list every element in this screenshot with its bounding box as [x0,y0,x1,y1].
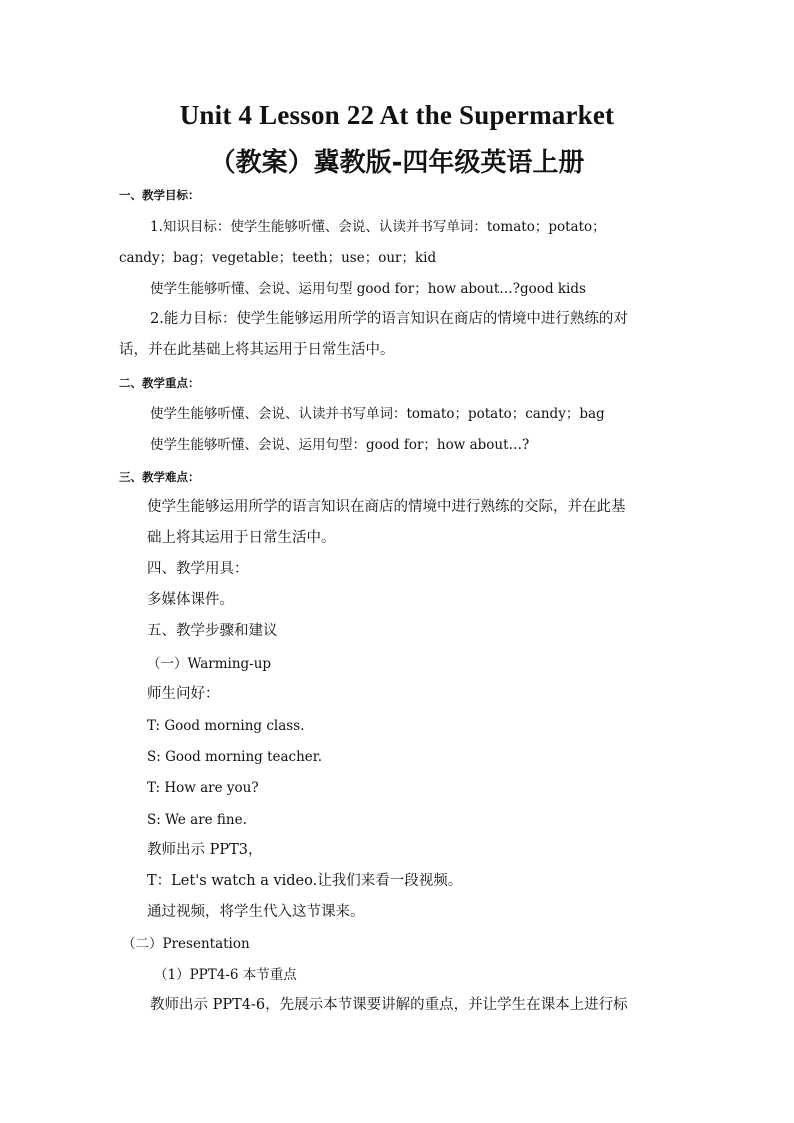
dialogue-line-1: T: Good morning class. [147,718,305,734]
video-text: T：Let's watch a video.让我们来看一段视频。 [147,873,463,889]
intro-text: 通过视频，将学生代入这节课来。 [147,904,365,920]
difficulty-heading: 三、教学难点： [119,470,200,484]
tools-text: 多媒体课件。 [147,592,234,608]
dialogue-line-2: S: Good morning teacher. [147,749,323,765]
difficulty-text-cont: 础上将其运用于日常生活中。 [147,530,336,546]
title-line-2: （教案）冀教版-四年级英语上册 [209,148,585,178]
key-point-sentences: 使学生能够听懂、会说、运用句型：good for；how about…? [150,437,530,453]
difficulty-text: 使学生能够运用所学的语言知识在商店的情境中进行熟练的交际，并在此基 [147,499,626,515]
dialogue-line-3: T: How are you? [147,780,259,796]
key-points-heading: 二、教学重点： [119,376,200,390]
goal-knowledge-cont: candy；bag；vegetable；teeth；use；our；kid [119,250,437,266]
goal-knowledge: 1.知识目标：使学生能够听懂、会说、认读并书写单词：tomato；potato； [150,219,606,235]
goals-heading: 一、教学目标： [119,188,200,202]
ppt4-6-description: 教师出示 PPT4-6，先展示本节课要讲解的重点，并让学生在课本上进行标 [150,997,628,1013]
presentation-heading: （二）Presentation [122,936,250,952]
greeting-label: 师生问好： [147,686,220,702]
dialogue-line-4: S: We are fine. [147,812,247,828]
warmup-heading: （一）Warming-up [147,656,272,672]
tools-heading: 四、教学用具： [147,561,249,577]
ppt3-text: 教师出示 PPT3， [147,842,263,858]
goal-ability: 2.能力目标：使学生能够运用所学的语言知识在商店的情境中进行熟练的对 [150,311,628,327]
ppt4-6-heading: （1）PPT4-6 本节重点 [154,967,297,983]
goal-sentences: 使学生能够听懂、会说、运用句型 good for；how about…?good kids [150,281,586,297]
goal-ability-cont: 话，并在此基础上将其运用于日常生活中。 [119,342,395,358]
key-point-words: 使学生能够听懂、会说、认读并书写单词：tomato；potato；candy；bag [150,406,605,422]
steps-heading: 五、教学步骤和建议 [147,623,278,639]
title-line-1: Unit 4 Lesson 22 At the Supermarket [179,100,615,130]
